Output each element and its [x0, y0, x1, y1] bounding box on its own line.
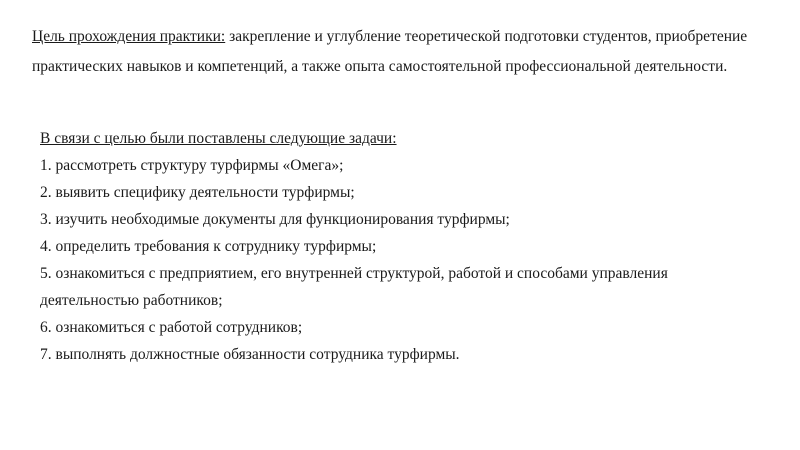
purpose-label: Цель прохождения практики:: [32, 28, 226, 45]
task-item-6: 6. ознакомиться с работой сотрудников;: [40, 319, 303, 336]
task-item-4: 4. определить требования к сотруднику турфирмы;: [40, 238, 377, 255]
task-item-3: 3. изучить необходимые документы для функционирования турфирмы;: [40, 211, 510, 228]
tasks-block: [40, 125, 770, 368]
task-item-1: 1. рассмотреть структуру турфирмы «Омега»;: [40, 157, 344, 174]
tasks-heading: В связи с целью были поставлены следующие задачи:: [40, 130, 397, 147]
tasks-list: [40, 152, 770, 368]
purpose-paragraph: [32, 22, 772, 82]
purpose-text: закрепление и углубление теоретической подготовки студентов, приобретение практических навыков и компетенций, а также опыта самостоятельной профессиональной деятельности.: [32, 28, 748, 75]
task-item-7: 7. выполнять должностные обязанности сотрудника турфирмы.: [40, 346, 460, 363]
task-item-2: 2. выявить специфику деятельности турфирмы;: [40, 184, 355, 201]
task-item-5: 5. ознакомиться с предприятием, его внутренней структурой, работой и способами управления деятельностью работников;: [40, 265, 668, 309]
